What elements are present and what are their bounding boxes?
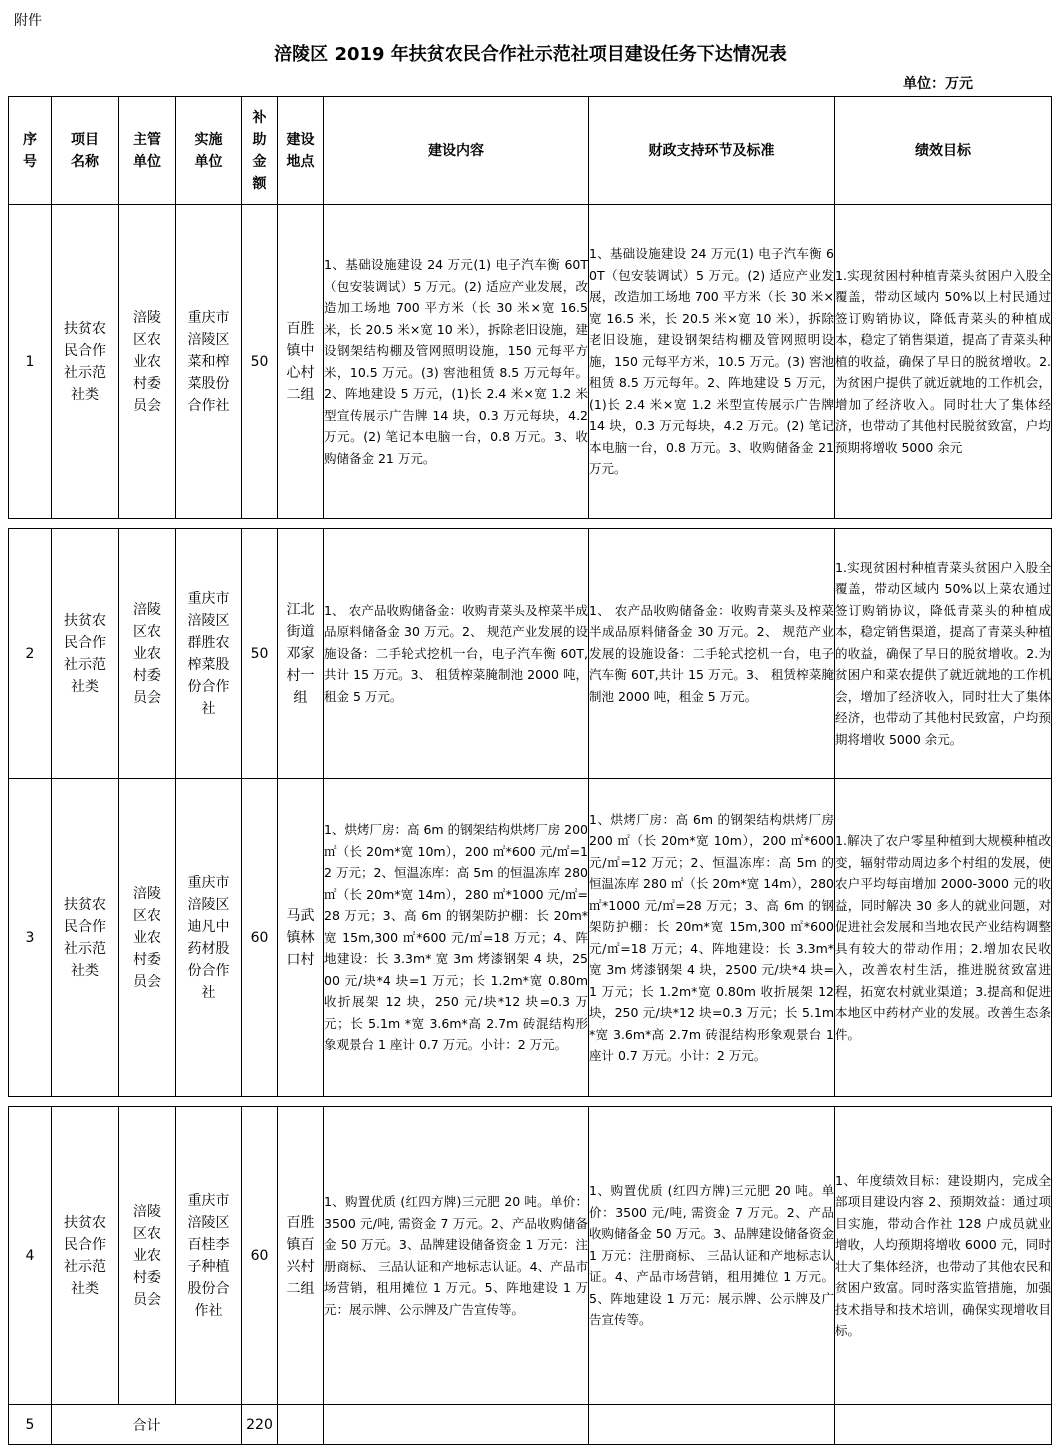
table-row (9, 205, 1052, 519)
cell-location: 马武镇林口村 (278, 779, 324, 1097)
cell-project: 扶贫农民合作社示范社类 (52, 1107, 119, 1405)
cell-project: 扶贫农民合作社示范社类 (52, 529, 119, 779)
total-empty-goal (835, 1405, 1052, 1445)
total-no: 5 (9, 1405, 52, 1445)
total-amount: 220 (242, 1405, 278, 1445)
table-row (9, 779, 1052, 1097)
cell-impl: 重庆市涪陵区百桂李子种植股份合作社 (176, 1107, 242, 1405)
cell-location: 百胜镇百兴村二组 (278, 1107, 324, 1405)
cell-no: 3 (9, 779, 52, 1097)
table-section-1 (8, 96, 1052, 519)
cell-impl: 重庆市涪陵区迪凡中药材股份合作社 (176, 779, 242, 1097)
cell-no: 4 (9, 1107, 52, 1405)
table-row (9, 1107, 1052, 1405)
cell-content: 1、烘烤厂房：高 6m 的钢架结构烘烤厂房 200 ㎡（长 20m*宽 10m），200 ㎡*600 元/㎡=12 万元；2、恒温冻库：高 5m 的恒温冻库 280 ㎡（长 20m*宽 14m），280 ㎡*1000 元/㎡=28 万元；3、高 6m 的钢架防护棚：长 20m*宽 15m,300 ㎡*600 元/㎡=18 万元；4、阵地建设：长 3.3m* 宽 3m 烤漆钢架 4 块，2500 元/块*4 块=1 万元；长 1.2m*宽 0.80m 收折展架 12 块，250 元/块*12 块=0.3 万元；长 5.1m *宽 3.6m*高 2.7m 砖混结构形象观景台 1 座计 0.7 万元。小计：2 万元。 (324, 779, 589, 1097)
cell-goal: 1.实现贫困村种植青菜头贫困户入股全覆盖，带动区域内 50%以上村民通过签订购销协议，降低青菜头的种植成本，稳定了销售渠道，提高了青菜头种植的收益，确保了早日的脱贫增收。2.为贫困户提供了就近就地的工作机会，增加了经济收入。同时壮大了集体经济，也带动了其他村民脱贫致富，户均预期将增收 5000 余元 (835, 205, 1052, 519)
cell-goal: 1.解决了农户零星种植到大规模种植改变，辐射带动周边多个村组的发展，使农户平均每亩增加 2000-3000 元的收益，同时解决 30 多人的就业问题，对促进社会发展和当地农民产业结构调整具有较大的带动作用；2.增加农民收入，改善农村生活，推进脱贫致富进程，拓宽农村就业渠道；3.提高和促进本地区中药材产业的发展。改善生态条件。 (835, 779, 1052, 1097)
cell-amount: 60 (242, 779, 278, 1097)
table-section-3 (8, 1106, 1052, 1445)
total-empty-content (324, 1405, 589, 1445)
total-empty-location (278, 1405, 324, 1445)
table-section-2 (8, 528, 1052, 1097)
header-amount: 补助金额 (242, 97, 278, 205)
total-row (9, 1405, 1052, 1445)
cell-dept: 涪陵区农业农村委员会 (119, 205, 176, 519)
cell-location: 江北街道邓家村一组 (278, 529, 324, 779)
header-dept: 主管单位 (119, 97, 176, 205)
cell-dept: 涪陵区农业农村委员会 (119, 529, 176, 779)
cell-amount: 60 (242, 1107, 278, 1405)
header-finance: 财政支持环节及标准 (589, 97, 835, 205)
cell-finance: 1、基础设施建设 24 万元(1) 电子汽车衡 60T（包安装调试）5 万元。(2) 适应产业发展，改造加工场地 700 平方米（长 30 米×宽 16.5 米，长 20.5 米×宽 10 米），拆除老旧设施，建设钢架结构棚及管网照明设施，150 元每平方米，10.5 万元。(3) 窖池租赁 8.5 万元每年。2、阵地建设 5 万元，(1)长 2.4 米×宽 1.2 米型宣传展示广告牌 14 块，0.3 万元每块，4.2 万元。(2) 笔记本电脑一台，0.8 万元。3、收购储备金 21 万元。 (589, 205, 835, 519)
header-no: 序号 (9, 97, 52, 205)
total-empty-finance (589, 1405, 835, 1445)
cell-project: 扶贫农民合作社示范社类 (52, 205, 119, 519)
cell-goal: 1.实现贫困村种植青菜头贫困户入股全覆盖，带动区域内 50%以上菜农通过签订购销协议，降低青菜头的种植成本，稳定销售渠道，提高了青菜头种植的收益，确保了早日的脱贫增收。2.为贫困户和菜农提供了就近就地的工作机会，增加了经济收入，同时壮大了集体经济，也带动了其他村民致富，户均预期将增收 5000 余元。 (835, 529, 1052, 779)
cell-content: 1、购置优质 (红四方牌)三元肥 20 吨。单价：3500 元/吨, 需资金 7 万元。2、产品收购储备金 50 万元。3、品牌建设储备资金 1 万元：注册商标、 三品认证和产地标志认证。4、产品市场营销，租用摊位 1 万元。5、阵地建设 1 万元：展示牌、公示牌及广告宣传等。 (324, 1107, 589, 1405)
cell-project: 扶贫农民合作社示范社类 (52, 779, 119, 1097)
cell-finance: 1、烘烤厂房：高 6m 的钢架结构烘烤厂房 200 ㎡（长 20m*宽 10m），200 ㎡*600 元/㎡=12 万元；2、恒温冻库：高 5m 的恒温冻库 280 ㎡（长 20m*宽 14m），280 ㎡*1000 元/㎡=28 万元；3、高 6m 的钢架防护棚：长 20m*宽 15m,300 ㎡*600 元/㎡=18 万元；4、阵地建设：长 3.3m* 宽 3m 烤漆钢架 4 块，2500 元/块*4 块=1 万元；长 1.2m*宽 0.80m 收折展架 12 块，250 元/块*12 块=0.3 万元；长 5.1m *宽 3.6m*高 2.7m 砖混结构形象观景台 1 座计 0.7 万元。小计：2 万元。 (589, 779, 835, 1097)
table-row (9, 529, 1052, 779)
cell-amount: 50 (242, 205, 278, 519)
cell-impl: 重庆市涪陵区菜和榨菜股份合作社 (176, 205, 242, 519)
cell-no: 1 (9, 205, 52, 519)
cell-dept: 涪陵区农业农村委员会 (119, 1107, 176, 1405)
cell-impl: 重庆市涪陵区群胜农榨菜股份合作社 (176, 529, 242, 779)
total-label: 合计 (52, 1405, 242, 1445)
cell-goal: 1、年度绩效目标：建设期内，完成全部项目建设内容 2、预期效益：通过项目实施，带动合作社 128 户成员就业增收，人均预期将增收 6000 元，同时壮大了集体经济，也带动了其他农民和贫困户致富。同时落实监管措施，加强技术指导和技术培训，确保实现增收目标。 (835, 1107, 1052, 1405)
header-impl: 实施单位 (176, 97, 242, 205)
annex-label: 附件 (14, 13, 42, 29)
header-goal: 绩效目标 (835, 97, 1052, 205)
header-location: 建设地点 (278, 97, 324, 205)
cell-content: 1、基础设施建设 24 万元(1) 电子汽车衡 60T（包安装调试）5 万元。(2) 适应产业发展，改造加工场地 700 平方米（长 30 米×宽 16.5 米，长 20.5 米×宽 10 米），拆除老旧设施，建设钢架结构棚及管网照明设施，150 元每平方米，10.5 万元。(3) 窖池租赁 8.5 万元每年。2、阵地建设 5 万元，(1)长 2.4 米×宽 1.2 米型宣传展示广告牌 14 块，0.3 万元每块，4.2 万元。(2) 笔记本电脑一台，0.8 万元。3、收购储备金 21 万元。 (324, 205, 589, 519)
unit-label: 单位：万元 (903, 76, 973, 92)
cell-finance: 1、购置优质 (红四方牌)三元肥 20 吨。单价：3500 元/吨, 需资金 7 万元。2、产品收购储备金 50 万元。3、品牌建设储备资金 1 万元：注册商标、 三品认证和产地标志认证。4、产品市场营销，租用摊位 1 万元。5、阵地建设 1 万元：展示牌、公示牌及广告宣传等。 (589, 1107, 835, 1405)
cell-dept: 涪陵区农业农村委员会 (119, 779, 176, 1097)
cell-no: 2 (9, 529, 52, 779)
cell-amount: 50 (242, 529, 278, 779)
cell-finance: 1、 农产品收购储备金：收购青菜头及榨菜半成品原料储备金 30 万元。2、 规范产业发展的设施设备：二手轮式挖机一台，电子汽车衡 60T,共计 15 万元。3、 租赁榨菜腌制池 2000 吨，租金 5 万元。 (589, 529, 835, 779)
header-project: 项目名称 (52, 97, 119, 205)
table-header-row (9, 97, 1052, 205)
document-title: 涪陵区 2019 年扶贫农民合作社示范社项目建设任务下达情况表 (274, 44, 787, 65)
header-content: 建设内容 (324, 97, 589, 205)
cell-content: 1、 农产品收购储备金：收购青菜头及榨菜半成品原料储备金 30 万元。2、 规范产业发展的设施设备：二手轮式挖机一台，电子汽车衡 60T,共计 15 万元。3、 租赁榨菜腌制池 2000 吨，租金 5 万元。 (324, 529, 589, 779)
cell-location: 百胜镇中心村二组 (278, 205, 324, 519)
